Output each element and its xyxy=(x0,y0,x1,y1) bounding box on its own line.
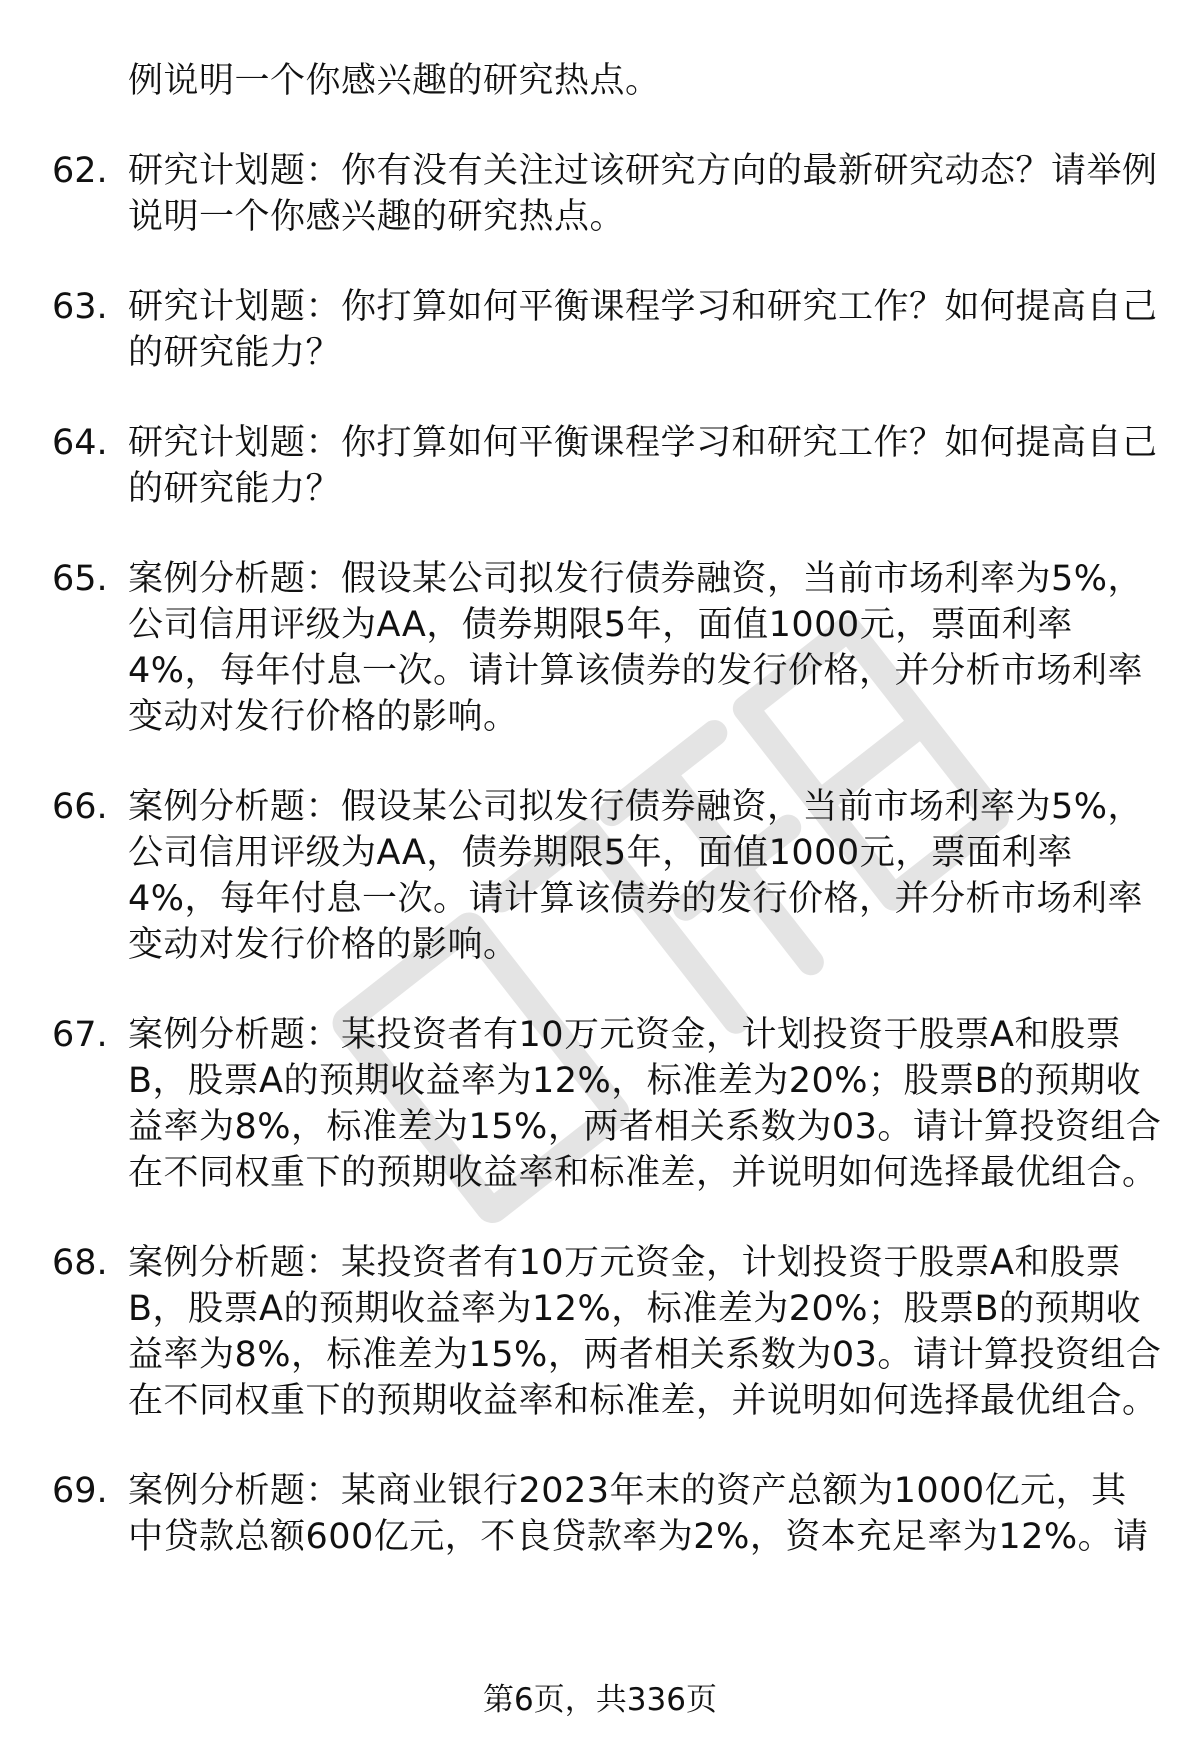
question-text: 案例分析题：某投资者有10万元资金，计划投资于股票A和股票B，股票A的预期收益率为12%，标准差为20%；股票B的预期收益率为8%，标准差为15%，两者相关系数为03。请计算投资组合在不同权重下的预期收益率和标准差，并说明如何选择最优组合。 xyxy=(128,1015,1162,1193)
question-number: 69. xyxy=(52,1471,108,1511)
page-footer: 第6页，共336页 xyxy=(483,1682,717,1718)
question-text: 案例分析题：某投资者有10万元资金，计划投资于股票A和股票B，股票A的预期收益率为12%，标准差为20%；股票B的预期收益率为8%，标准差为15%，两者相关系数为03。请计算投资组合在不同权重下的预期收益率和标准差，并说明如何选择最优组合。 xyxy=(128,1243,1162,1421)
question-text: 研究计划题：你有没有关注过该研究方向的最新研究动态？请举例说明一个你感兴趣的研究热点。 xyxy=(128,151,1158,237)
list-item xyxy=(52,556,1162,740)
list-item xyxy=(52,784,1162,968)
question-number: 64. xyxy=(52,423,108,463)
question-text: 研究计划题：你打算如何平衡课程学习和研究工作？如何提高自己的研究能力？ xyxy=(128,287,1158,373)
document-body xyxy=(52,58,1162,1604)
question-text: 案例分析题：假设某公司拟发行债券融资，当前市场利率为5%，公司信用评级为AA，债券期限5年，面值1000元，票面利率4%，每年付息一次。请计算该债券的发行价格，并分析市场利率变动对发行价格的影响。 xyxy=(128,559,1144,737)
question-number: 62. xyxy=(52,151,108,191)
question-text: 案例分析题：某商业银行2023年末的资产总额为1000亿元，其中贷款总额600亿元，不良贷款率为2%，资本充足率为12%。请 xyxy=(128,1471,1149,1557)
question-number: 66. xyxy=(52,787,108,827)
question-number: 67. xyxy=(52,1015,108,1055)
list-item xyxy=(52,1240,1162,1424)
question-text: 案例分析题：假设某公司拟发行债券融资，当前市场利率为5%，公司信用评级为AA，债券期限5年，面值1000元，票面利率4%，每年付息一次。请计算该债券的发行价格，并分析市场利率变动对发行价格的影响。 xyxy=(128,787,1144,965)
list-item xyxy=(52,1468,1162,1560)
list-item xyxy=(52,148,1162,240)
list-item xyxy=(52,1012,1162,1196)
question-text: 研究计划题：你打算如何平衡课程学习和研究工作？如何提高自己的研究能力？ xyxy=(128,423,1158,509)
question-list xyxy=(52,148,1162,1560)
question-number: 68. xyxy=(52,1243,108,1283)
question-number: 63. xyxy=(52,287,108,327)
list-item xyxy=(52,284,1162,376)
list-item xyxy=(52,420,1162,512)
question-number: 65. xyxy=(52,559,108,599)
continuation-text: 例说明一个你感兴趣的研究热点。 xyxy=(128,61,661,101)
